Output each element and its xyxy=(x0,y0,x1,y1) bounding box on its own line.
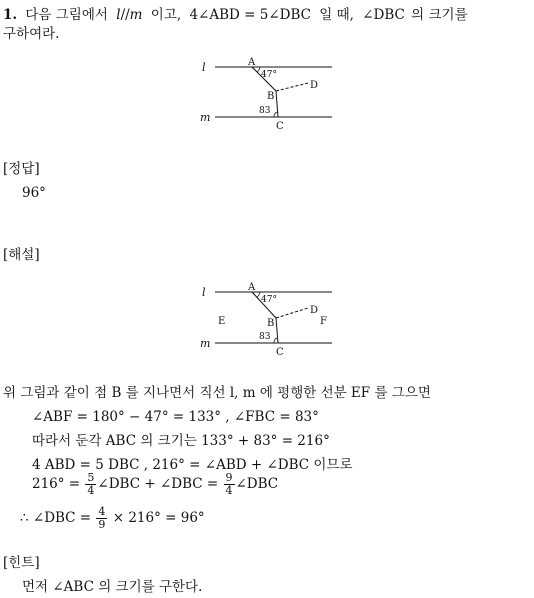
solution-intro: 위 그림과 같이 점 B 를 지나면서 직선 l, m 에 평행한 선분 EF 를 그으면 xyxy=(3,385,431,401)
angle-arc-a xyxy=(257,67,260,72)
angle-arc-c xyxy=(274,338,277,343)
segment-bc xyxy=(276,318,278,343)
problem-number: 1. xyxy=(3,7,18,23)
label-l: l xyxy=(202,61,206,74)
label-angle-c: 83 xyxy=(259,106,271,116)
fraction-5-4: $\frac{5}{4}$ xyxy=(87,471,95,497)
angle-arc-a xyxy=(257,292,260,297)
label-l: l xyxy=(202,286,206,299)
answer-value: 96° xyxy=(22,185,46,201)
segment-bd xyxy=(276,308,308,318)
fraction-4-9: $\frac{4}{9}$ xyxy=(98,505,106,531)
segment-bc xyxy=(276,91,278,117)
label-a: A xyxy=(248,282,256,293)
figure-problem xyxy=(190,55,340,135)
figure-solution xyxy=(190,280,340,360)
hint-label: [힌트] xyxy=(3,555,40,571)
label-c: C xyxy=(276,121,284,132)
solution-label: [해설] xyxy=(3,247,40,263)
label-angle-c: 83 xyxy=(259,332,271,342)
angle-arc-c xyxy=(274,112,277,117)
problem-line-2: 구하여라. xyxy=(3,26,60,42)
answer-label: [정답] xyxy=(3,161,40,177)
label-d: D xyxy=(310,80,319,91)
hint-text: 먼저 ∠ABC 의 크기를 구한다. xyxy=(22,579,203,595)
label-m: m xyxy=(200,337,211,350)
label-angle-a: 47° xyxy=(261,70,277,80)
label-f: F xyxy=(320,316,327,327)
segment-bd xyxy=(276,83,308,91)
label-d: D xyxy=(310,305,319,316)
fraction-9-4: $\frac{9}{4}$ xyxy=(225,471,233,497)
solution-step-4: 216° = $\frac{5}{4}$ ∠DBC + ∠DBC = $\frac{9}{4}$ ∠DBC xyxy=(32,471,279,497)
label-m: m xyxy=(200,111,211,124)
label-angle-a: 47° xyxy=(261,295,277,305)
label-e: E xyxy=(218,316,226,327)
solution-step-1: ∠ABF = 180° − 47° = 133° , ∠FBC = 83° xyxy=(32,409,319,425)
label-c: C xyxy=(276,347,284,358)
label-a: A xyxy=(248,57,256,68)
solution-step-2: 따라서 둔각 ABC 의 크기는 133° + 83° = 216° xyxy=(32,433,330,449)
label-b: B xyxy=(267,91,275,102)
solution-step-5: ∴ ∠DBC = $\frac{4}{9}$ × 216° = 96° xyxy=(20,505,205,531)
problem-line-1: 1. 다음 그림에서 l//m 이고, 4∠ABD = 5∠DBC 일 때, ∠DBC 의 크기를 xyxy=(3,7,468,23)
solution-step-3: 4 ABD = 5 DBC , 216° = ∠ABD + ∠DBC 이므로 xyxy=(32,457,353,473)
label-b: B xyxy=(267,318,275,329)
